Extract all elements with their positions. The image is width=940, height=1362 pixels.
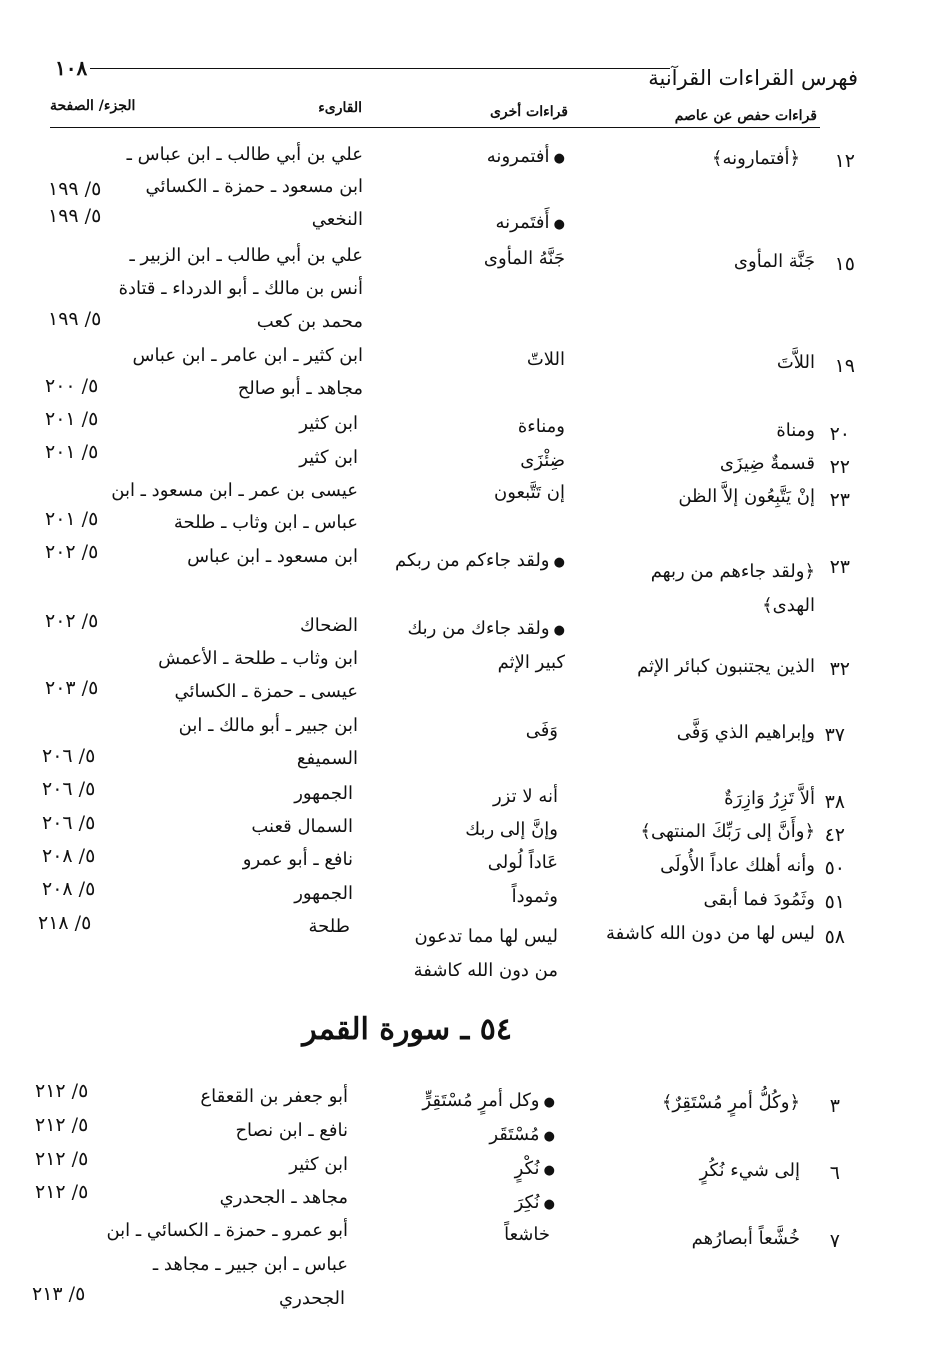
page-number: ١٠٨ — [55, 56, 88, 80]
reader-line: نافع ـ أبو عمرو — [242, 849, 353, 870]
reader-line: ابن كثير — [289, 1154, 348, 1175]
reader-line: علي بن أبي طالب ـ ابن الزبير ـ — [129, 245, 363, 266]
other-reading: جَنَّهُ المأوى — [483, 248, 565, 269]
col-page-header: الجزء/ الصفحة — [50, 98, 136, 114]
verse-number: ١٢ — [834, 150, 855, 172]
reader-line: عيسى بن عمر ـ ابن مسعود ـ ابن — [111, 480, 358, 501]
hafs-reading: ألاَّ تَزِرُ وَازِرَةٌ — [724, 788, 815, 809]
other-reading: ● أَفتَمرنه — [495, 212, 565, 233]
verse-number: ٣٨ — [824, 791, 845, 813]
reader-line: ابن وثاب ـ طلحة ـ الأعمش — [158, 648, 358, 669]
reader-line: أبو عمرو ـ حمزة ـ الكسائي ـ ابن — [106, 1220, 348, 1241]
reader-line: ابن كثير — [299, 447, 358, 468]
verse-number: ٥٠ — [824, 857, 845, 879]
other-reading: كبير الإثم — [497, 652, 565, 673]
hafs-reading: ﴿أفتمارونه﴾ — [711, 148, 800, 169]
other-reading: ● وكل أمرٍ مُسْتَقِرٍّ — [422, 1090, 555, 1111]
reader-line: ابن جبير ـ أبو مالك ـ ابن — [178, 715, 358, 736]
page-ref: ٥/ ١٩٩ — [48, 308, 102, 330]
col-hafs-header: قراءات حفص عن عاصم — [674, 108, 817, 124]
hafs-reading: الذين يجتنبون كبائر الإثم — [637, 656, 815, 677]
section-title: ٥٤ ـ سورة القمر — [302, 1012, 512, 1047]
verse-number: ١٩ — [834, 355, 855, 377]
reader-line: نافع ـ ابن نصاح — [235, 1120, 348, 1141]
other-reading: إن تَتَّبعون — [493, 482, 565, 503]
reader-line: الجمهور — [294, 783, 353, 804]
running-title: فهرس القراءات القرآنية — [648, 66, 858, 90]
other-reading: وثموداً — [511, 886, 558, 907]
hafs-reading: ﴿وكُلُّ أمرٍ مُسْتَقِرٌ﴾ — [661, 1092, 800, 1113]
hafs-reading: اللاَّتَ — [776, 352, 815, 373]
hafs-reading: قسمةٌ ضِيزَى — [719, 453, 815, 474]
reader-line: الجحدري — [279, 1288, 345, 1309]
reader-line: الضحاك — [299, 615, 358, 636]
page-ref: ٥/ ٢٠٦ — [42, 812, 96, 834]
other-reading: أنه لا تزر — [492, 786, 558, 807]
page-ref: ٥/ ٢١٨ — [38, 912, 92, 934]
header-underline — [50, 127, 820, 128]
page-ref: ٥/ ٢٠٢ — [45, 610, 99, 632]
hafs-reading: جَنَّة المأوى — [733, 251, 815, 272]
page-ref: ٥/ ٢١٢ — [35, 1148, 89, 1170]
page-ref: ٥/ ٢٠١ — [45, 408, 99, 430]
other-reading: ● مُسْتَقَر — [489, 1124, 555, 1145]
page-ref: ٥/ ٢١٢ — [35, 1114, 89, 1136]
reader-line: عيسى ـ حمزة ـ الكسائي — [174, 681, 358, 702]
hafs-reading: وإبراهيم الذي وَفَّى — [676, 722, 815, 743]
page-ref: ٥/ ٢٠٢ — [45, 541, 99, 563]
other-reading: ● ولقد جاءكم من ربكم — [395, 550, 565, 571]
reader-line: الجمهور — [294, 883, 353, 904]
reader-line: السمال قعنب — [251, 816, 353, 837]
verse-number: ٣ — [829, 1095, 840, 1117]
other-reading: ● نُكِرَ — [515, 1192, 555, 1213]
verse-number: ١٥ — [834, 253, 855, 275]
reader-line: ابن مسعود ـ حمزة ـ الكسائي — [145, 176, 363, 197]
hafs-reading: ومناة — [776, 420, 815, 441]
other-reading: وَفَى — [525, 720, 558, 741]
other-reading: ● ولقد جاءك من ربك — [407, 618, 565, 639]
page-ref: ٥/ ٢٠٦ — [42, 778, 96, 800]
page-ref: ٥/ ٢٠٨ — [42, 845, 96, 867]
reader-line: علي بن أبي طالب ـ ابن عباس ـ — [126, 144, 363, 165]
verse-number: ٦ — [829, 1162, 840, 1184]
verse-number: ٥٨ — [824, 926, 845, 948]
verse-number: ٣٢ — [829, 658, 850, 680]
other-reading: وإنَّ إلى ربك — [465, 819, 558, 840]
hafs-reading: إنْ يَتَّبِعُون إلاَّ الظن — [678, 486, 815, 507]
col-reader-header: القارىء — [318, 100, 362, 116]
reader-line: مجاهد ـ الجحدري — [219, 1187, 348, 1208]
hafs-reading: خُشَّعاً أبصارُهم — [691, 1228, 800, 1249]
reader-line: النخعي — [311, 209, 363, 230]
reader-line: مجاهد ـ أبو صالح — [237, 378, 363, 399]
reader-line: عباس ـ ابن وثاب ـ طلحة — [173, 512, 358, 533]
reader-line: أنس بن مالك ـ أبو الدرداء ـ قتادة — [118, 278, 363, 299]
page-ref: ٥/ ٢٠٦ — [42, 745, 96, 767]
page-ref: ٥/ ١٩٩ — [48, 205, 102, 227]
reader-line: أبو جعفر بن القعقاع — [200, 1086, 348, 1107]
other-reading: خاشعاً — [504, 1224, 550, 1245]
verse-number: ٣٧ — [824, 724, 845, 746]
reader-line: محمد بن كعب — [256, 311, 363, 332]
header-rule — [90, 68, 670, 69]
verse-number: ٤٢ — [824, 824, 845, 846]
page-ref: ٥/ ٢١٢ — [35, 1080, 89, 1102]
col-other-header: قراءات أخرى — [489, 104, 568, 120]
other-reading: ● أفتمرونه — [487, 146, 565, 167]
reader-line: السميفع — [296, 748, 358, 769]
verse-number: ٢٣ — [829, 489, 850, 511]
reader-line: طلحة — [308, 916, 350, 937]
page-ref: ٥/ ٢١٢ — [35, 1181, 89, 1203]
page-ref: ٥/ ٢٠٠ — [45, 375, 99, 397]
hafs-reading: ليس لها من دون الله كاشفة — [606, 923, 815, 944]
hafs-reading: وثَمُودَ فما أبقى — [703, 889, 815, 910]
page-ref: ٥/ ٢١٣ — [32, 1283, 86, 1305]
page-ref: ٥/ ٢٠١ — [45, 441, 99, 463]
reader-line: ابن كثير ـ ابن عامر ـ ابن عباس — [132, 345, 363, 366]
page-ref: ٥/ ٢٠٣ — [45, 677, 99, 699]
other-reading: عَاداً لُولى — [487, 852, 558, 873]
other-reading: ● نُكْرٍ — [515, 1158, 555, 1179]
hafs-reading: ﴿وأَنَّ إلى رَبِّكَ المنتهى﴾ — [640, 821, 815, 842]
verse-number: ٢٠ — [829, 423, 850, 445]
hafs-reading: وأنه أهلك عاداً الأُولَى — [660, 855, 815, 876]
page-ref: ٥/ ١٩٩ — [48, 178, 102, 200]
reader-line: ابن مسعود ـ ابن عباس — [187, 546, 358, 567]
hafs-reading: إلى شيء نُكُرٍ — [699, 1160, 800, 1181]
page-ref: ٥/ ٢٠٨ — [42, 878, 96, 900]
verse-number: ٢٣ — [829, 556, 850, 578]
hafs-reading: ﴿ولقد جاءهم من ربهم الهدى﴾ — [650, 561, 815, 616]
other-reading: ضِئْزَى — [520, 450, 565, 471]
verse-number: ٧ — [829, 1230, 840, 1252]
reader-line: عباس ـ ابن جبير ـ مجاهد ـ — [152, 1254, 348, 1275]
other-reading: اللاتّ — [526, 349, 565, 370]
verse-number: ٢٢ — [829, 456, 850, 478]
page-ref: ٥/ ٢٠١ — [45, 508, 99, 530]
verse-number: ٥١ — [824, 891, 845, 913]
other-reading: ومناءة — [517, 416, 565, 437]
reader-line: ابن كثير — [299, 413, 358, 434]
other-reading: ليس لها مما تدعون من دون الله كاشفة — [413, 926, 558, 981]
